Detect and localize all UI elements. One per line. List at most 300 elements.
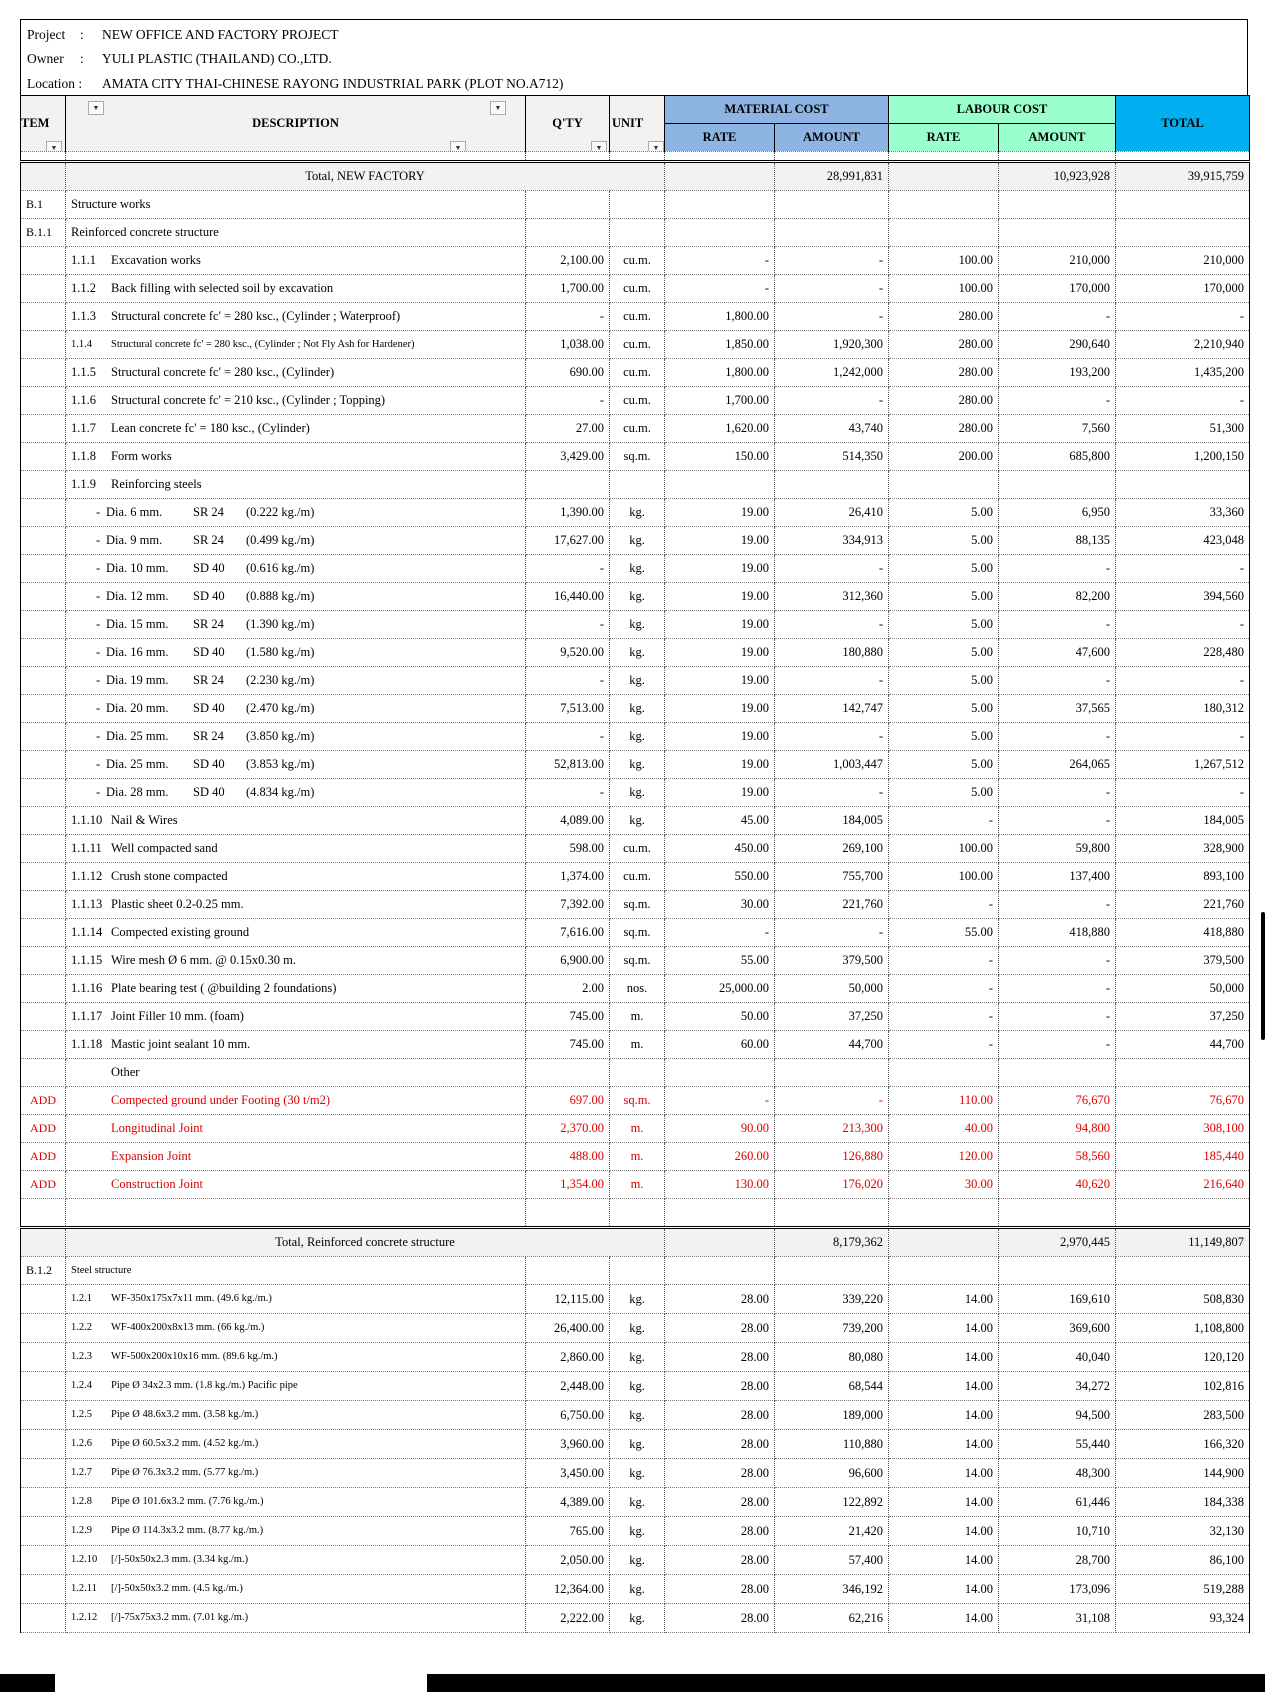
description-cell[interactable] [66, 303, 526, 331]
material-rate-cell[interactable]: 28.00 [665, 1575, 775, 1604]
material-amount-cell[interactable]: - [775, 919, 889, 947]
qty-cell[interactable]: - [526, 667, 610, 695]
description-cell[interactable] [66, 387, 526, 415]
labour-amount-cell[interactable]: 55,440 [999, 1430, 1116, 1459]
material-rate-cell[interactable]: 28.00 [665, 1285, 775, 1314]
unit-cell[interactable]: kg. [610, 1285, 665, 1314]
labour-amount-cell[interactable]: 10,710 [999, 1517, 1116, 1546]
description-cell[interactable] [66, 807, 526, 835]
labour-rate-cell[interactable]: 100.00 [889, 863, 999, 891]
total-cell[interactable]: 166,320 [1116, 1430, 1250, 1459]
description-cell[interactable] [66, 667, 526, 695]
labour-rate-cell[interactable]: 100.00 [889, 275, 999, 303]
material-amount-cell[interactable] [775, 1199, 889, 1228]
item-cell[interactable] [21, 1031, 66, 1059]
description-cell[interactable] [66, 415, 526, 443]
item-cell[interactable] [21, 1199, 66, 1228]
material-rate-cell[interactable]: 1,620.00 [665, 415, 775, 443]
material-rate-cell[interactable]: 90.00 [665, 1115, 775, 1143]
labour-rate-cell[interactable]: 14.00 [889, 1314, 999, 1343]
labour-rate-cell[interactable]: 14.00 [889, 1401, 999, 1430]
material-amount-cell[interactable]: 180,880 [775, 639, 889, 667]
description-cell[interactable] [66, 331, 526, 359]
labour-rate-cell[interactable] [889, 1199, 999, 1228]
labour-rate-cell[interactable]: 5.00 [889, 723, 999, 751]
description-cell[interactable]: Total, NEW FACTORY [66, 162, 665, 191]
unit-cell[interactable]: kg. [610, 499, 665, 527]
unit-cell[interactable]: sq.m. [610, 443, 665, 471]
labour-rate-cell[interactable] [889, 1257, 999, 1285]
labour-amount-cell[interactable]: 58,560 [999, 1143, 1116, 1171]
material-rate-cell[interactable] [665, 1257, 775, 1285]
item-cell[interactable]: B.1 [21, 191, 66, 219]
unit-cell[interactable]: cu.m. [610, 415, 665, 443]
material-rate-cell[interactable]: 130.00 [665, 1171, 775, 1199]
description-cell[interactable] [66, 275, 526, 303]
labour-amount-cell[interactable]: 193,200 [999, 359, 1116, 387]
unit-cell[interactable]: m. [610, 1003, 665, 1031]
description-cell[interactable] [66, 471, 526, 499]
qty-cell[interactable]: - [526, 723, 610, 751]
material-rate-cell[interactable] [665, 219, 775, 247]
total-cell[interactable]: 519,288 [1116, 1575, 1250, 1604]
total-cell[interactable]: - [1116, 555, 1250, 583]
item-cell[interactable] [21, 807, 66, 835]
description-cell[interactable] [66, 1401, 526, 1430]
item-cell[interactable] [21, 891, 66, 919]
labour-rate-cell[interactable]: 14.00 [889, 1372, 999, 1401]
description-cell[interactable] [66, 1199, 526, 1228]
labour-rate-cell[interactable] [889, 219, 999, 247]
item-cell[interactable] [21, 247, 66, 275]
item-cell[interactable] [21, 1488, 66, 1517]
material-rate-cell[interactable]: 28.00 [665, 1430, 775, 1459]
item-cell[interactable] [21, 555, 66, 583]
qty-cell[interactable]: 2,448.00 [526, 1372, 610, 1401]
qty-cell[interactable]: 690.00 [526, 359, 610, 387]
labour-amount-cell[interactable]: - [999, 387, 1116, 415]
description-cell[interactable] [66, 583, 526, 611]
qty-cell[interactable]: 3,960.00 [526, 1430, 610, 1459]
description-cell[interactable] [66, 1488, 526, 1517]
qty-cell[interactable]: 2.00 [526, 975, 610, 1003]
qty-cell[interactable]: 2,370.00 [526, 1115, 610, 1143]
qty-cell[interactable]: 488.00 [526, 1143, 610, 1171]
material-rate-cell[interactable]: 28.00 [665, 1488, 775, 1517]
material-amount-cell[interactable]: - [775, 611, 889, 639]
labour-amount-cell[interactable]: 170,000 [999, 275, 1116, 303]
material-amount-cell[interactable] [775, 219, 889, 247]
material-amount-cell[interactable]: 96,600 [775, 1459, 889, 1488]
description-cell[interactable] [66, 1314, 526, 1343]
labour-rate-cell[interactable]: 200.00 [889, 443, 999, 471]
total-cell[interactable] [1116, 1199, 1250, 1228]
labour-amount-cell[interactable]: 418,880 [999, 919, 1116, 947]
material-rate-cell[interactable]: 60.00 [665, 1031, 775, 1059]
labour-amount-cell[interactable]: 37,565 [999, 695, 1116, 723]
labour-amount-cell[interactable]: 40,040 [999, 1343, 1116, 1372]
labour-rate-cell[interactable]: - [889, 1003, 999, 1031]
unit-cell[interactable]: nos. [610, 975, 665, 1003]
labour-rate-cell[interactable]: 14.00 [889, 1546, 999, 1575]
labour-rate-cell[interactable] [889, 1059, 999, 1087]
total-cell[interactable]: 86,100 [1116, 1546, 1250, 1575]
material-amount-cell[interactable]: 312,360 [775, 583, 889, 611]
total-cell[interactable]: 37,250 [1116, 1003, 1250, 1031]
labour-amount-cell[interactable]: 137,400 [999, 863, 1116, 891]
unit-cell[interactable]: kg. [610, 1343, 665, 1372]
material-rate-cell[interactable] [665, 471, 775, 499]
material-rate-cell[interactable] [665, 1199, 775, 1228]
material-amount-cell[interactable]: 50,000 [775, 975, 889, 1003]
material-rate-cell[interactable] [665, 1228, 775, 1257]
unit-cell[interactable]: kg. [610, 779, 665, 807]
material-rate-cell[interactable]: 19.00 [665, 611, 775, 639]
material-rate-cell[interactable]: 19.00 [665, 639, 775, 667]
item-cell[interactable] [21, 499, 66, 527]
material-rate-cell[interactable]: 19.00 [665, 667, 775, 695]
description-cell[interactable] [66, 1171, 526, 1199]
labour-amount-cell[interactable]: 94,500 [999, 1401, 1116, 1430]
labour-amount-cell[interactable]: 82,200 [999, 583, 1116, 611]
item-cell[interactable] [21, 1546, 66, 1575]
item-cell[interactable] [21, 947, 66, 975]
total-cell[interactable]: 423,048 [1116, 527, 1250, 555]
total-cell[interactable]: - [1116, 611, 1250, 639]
description-cell[interactable] [66, 527, 526, 555]
labour-amount-cell[interactable]: - [999, 303, 1116, 331]
qty-cell[interactable] [526, 1257, 610, 1285]
labour-rate-cell[interactable]: 14.00 [889, 1517, 999, 1546]
qty-cell[interactable]: 7,513.00 [526, 695, 610, 723]
item-cell[interactable] [21, 751, 66, 779]
item-cell[interactable] [21, 919, 66, 947]
description-cell[interactable] [66, 723, 526, 751]
qty-cell[interactable]: 697.00 [526, 1087, 610, 1115]
labour-amount-cell[interactable]: 34,272 [999, 1372, 1116, 1401]
labour-rate-cell[interactable] [889, 1228, 999, 1257]
item-cell[interactable] [21, 1343, 66, 1372]
unit-cell[interactable]: sq.m. [610, 919, 665, 947]
item-cell[interactable] [21, 331, 66, 359]
total-cell[interactable]: 170,000 [1116, 275, 1250, 303]
material-rate-cell[interactable]: - [665, 275, 775, 303]
description-cell[interactable] [66, 1575, 526, 1604]
description-cell[interactable] [66, 975, 526, 1003]
labour-amount-cell[interactable]: 40,620 [999, 1171, 1116, 1199]
labour-amount-cell[interactable]: - [999, 947, 1116, 975]
labour-amount-cell[interactable]: 47,600 [999, 639, 1116, 667]
total-cell[interactable]: 33,360 [1116, 499, 1250, 527]
unit-cell[interactable]: kg. [610, 527, 665, 555]
labour-amount-cell[interactable]: 210,000 [999, 247, 1116, 275]
material-amount-cell[interactable]: 346,192 [775, 1575, 889, 1604]
unit-cell[interactable]: sq.m. [610, 1087, 665, 1115]
material-amount-cell[interactable]: 110,880 [775, 1430, 889, 1459]
labour-amount-cell[interactable] [999, 471, 1116, 499]
item-cell[interactable] [21, 863, 66, 891]
item-cell[interactable] [21, 303, 66, 331]
material-rate-cell[interactable]: 28.00 [665, 1343, 775, 1372]
unit-cell[interactable]: kg. [610, 695, 665, 723]
total-cell[interactable]: - [1116, 667, 1250, 695]
labour-rate-cell[interactable]: 5.00 [889, 583, 999, 611]
qty-cell[interactable]: 4,389.00 [526, 1488, 610, 1517]
material-amount-cell[interactable]: - [775, 555, 889, 583]
labour-amount-cell[interactable] [999, 191, 1116, 219]
total-cell[interactable]: 120,120 [1116, 1343, 1250, 1372]
unit-cell[interactable]: cu.m. [610, 275, 665, 303]
labour-rate-cell[interactable] [889, 471, 999, 499]
material-rate-cell[interactable]: 28.00 [665, 1546, 775, 1575]
material-rate-cell[interactable]: 28.00 [665, 1517, 775, 1546]
total-cell[interactable]: - [1116, 387, 1250, 415]
item-cell[interactable]: B.1.2 [21, 1257, 66, 1285]
total-cell[interactable]: 144,900 [1116, 1459, 1250, 1488]
total-cell[interactable]: 221,760 [1116, 891, 1250, 919]
unit-cell[interactable]: kg. [610, 1517, 665, 1546]
filter-dropdown-icon[interactable]: ▼ [88, 101, 104, 115]
item-cell[interactable] [21, 387, 66, 415]
labour-amount-cell[interactable] [999, 1199, 1116, 1228]
filter-dropdown-icon[interactable]: ▼ [46, 141, 62, 152]
qty-cell[interactable]: 2,100.00 [526, 247, 610, 275]
labour-rate-cell[interactable]: - [889, 1031, 999, 1059]
material-rate-cell[interactable]: 19.00 [665, 499, 775, 527]
unit-cell[interactable] [610, 1257, 665, 1285]
labour-rate-cell[interactable]: 14.00 [889, 1343, 999, 1372]
material-amount-cell[interactable]: 126,880 [775, 1143, 889, 1171]
labour-rate-cell[interactable]: 14.00 [889, 1488, 999, 1517]
material-rate-cell[interactable]: 550.00 [665, 863, 775, 891]
material-rate-cell[interactable] [665, 191, 775, 219]
qty-cell[interactable]: 12,115.00 [526, 1285, 610, 1314]
material-amount-cell[interactable]: - [775, 247, 889, 275]
qty-cell[interactable]: 2,050.00 [526, 1546, 610, 1575]
description-cell[interactable] [66, 1604, 526, 1633]
material-amount-cell[interactable]: - [775, 723, 889, 751]
item-cell[interactable] [21, 443, 66, 471]
total-cell[interactable]: 184,338 [1116, 1488, 1250, 1517]
material-rate-cell[interactable]: 1,700.00 [665, 387, 775, 415]
qty-cell[interactable]: 745.00 [526, 1003, 610, 1031]
labour-amount-cell[interactable] [999, 1059, 1116, 1087]
unit-cell[interactable]: kg. [610, 807, 665, 835]
material-rate-cell[interactable]: 19.00 [665, 779, 775, 807]
material-rate-cell[interactable]: 19.00 [665, 695, 775, 723]
qty-cell[interactable]: 6,900.00 [526, 947, 610, 975]
material-amount-cell[interactable]: - [775, 275, 889, 303]
total-cell[interactable]: 184,005 [1116, 807, 1250, 835]
item-cell[interactable] [21, 527, 66, 555]
qty-cell[interactable]: 7,616.00 [526, 919, 610, 947]
labour-rate-cell[interactable]: 280.00 [889, 303, 999, 331]
labour-rate-cell[interactable]: 280.00 [889, 415, 999, 443]
labour-amount-cell[interactable]: - [999, 723, 1116, 751]
labour-rate-cell[interactable]: 14.00 [889, 1459, 999, 1488]
material-amount-cell[interactable] [775, 471, 889, 499]
item-cell[interactable] [21, 1059, 66, 1087]
total-cell[interactable]: 893,100 [1116, 863, 1250, 891]
labour-rate-cell[interactable]: 14.00 [889, 1430, 999, 1459]
total-cell[interactable] [1116, 471, 1250, 499]
qty-cell[interactable]: 27.00 [526, 415, 610, 443]
material-rate-cell[interactable]: - [665, 1087, 775, 1115]
description-cell[interactable] [66, 1546, 526, 1575]
labour-amount-cell[interactable]: 2,970,445 [999, 1228, 1116, 1257]
material-rate-cell[interactable]: 30.00 [665, 891, 775, 919]
qty-cell[interactable]: 745.00 [526, 1031, 610, 1059]
material-amount-cell[interactable]: 1,003,447 [775, 751, 889, 779]
material-amount-cell[interactable]: 1,920,300 [775, 331, 889, 359]
qty-cell[interactable]: 52,813.00 [526, 751, 610, 779]
filter-dropdown-icon[interactable]: ▼ [490, 101, 506, 115]
item-cell[interactable] [21, 162, 66, 191]
material-amount-cell[interactable]: 68,544 [775, 1372, 889, 1401]
unit-cell[interactable]: kg. [610, 1401, 665, 1430]
labour-amount-cell[interactable]: 290,640 [999, 331, 1116, 359]
labour-amount-cell[interactable]: - [999, 779, 1116, 807]
material-amount-cell[interactable]: 21,420 [775, 1517, 889, 1546]
labour-rate-cell[interactable]: 280.00 [889, 359, 999, 387]
material-rate-cell[interactable]: 55.00 [665, 947, 775, 975]
unit-cell[interactable]: sq.m. [610, 891, 665, 919]
unit-cell[interactable]: m. [610, 1115, 665, 1143]
qty-cell[interactable]: 1,038.00 [526, 331, 610, 359]
material-amount-cell[interactable]: 176,020 [775, 1171, 889, 1199]
material-amount-cell[interactable]: 269,100 [775, 835, 889, 863]
material-amount-cell[interactable]: 334,913 [775, 527, 889, 555]
item-cell[interactable]: ADD [21, 1087, 66, 1115]
qty-cell[interactable]: 765.00 [526, 1517, 610, 1546]
item-cell[interactable] [21, 1003, 66, 1031]
item-cell[interactable] [21, 1228, 66, 1257]
labour-amount-cell[interactable]: 61,446 [999, 1488, 1116, 1517]
qty-cell[interactable]: 4,089.00 [526, 807, 610, 835]
qty-cell[interactable] [526, 1059, 610, 1087]
total-cell[interactable]: 1,267,512 [1116, 751, 1250, 779]
labour-rate-cell[interactable]: 5.00 [889, 611, 999, 639]
labour-rate-cell[interactable]: 14.00 [889, 1285, 999, 1314]
item-cell[interactable]: ADD [21, 1171, 66, 1199]
labour-rate-cell[interactable]: 5.00 [889, 555, 999, 583]
total-cell[interactable]: - [1116, 723, 1250, 751]
unit-cell[interactable]: cu.m. [610, 247, 665, 275]
unit-cell[interactable]: kg. [610, 1546, 665, 1575]
qty-cell[interactable]: 1,390.00 [526, 499, 610, 527]
labour-amount-cell[interactable]: 94,800 [999, 1115, 1116, 1143]
material-amount-cell[interactable]: 26,410 [775, 499, 889, 527]
material-rate-cell[interactable]: 1,800.00 [665, 303, 775, 331]
total-cell[interactable] [1116, 219, 1250, 247]
material-amount-cell[interactable]: 213,300 [775, 1115, 889, 1143]
total-cell[interactable]: 228,480 [1116, 639, 1250, 667]
material-amount-cell[interactable]: 184,005 [775, 807, 889, 835]
material-amount-cell[interactable]: 142,747 [775, 695, 889, 723]
labour-amount-cell[interactable]: - [999, 555, 1116, 583]
material-amount-cell[interactable]: 122,892 [775, 1488, 889, 1517]
item-cell[interactable] [21, 835, 66, 863]
total-cell[interactable]: 283,500 [1116, 1401, 1250, 1430]
description-cell[interactable] [66, 835, 526, 863]
material-rate-cell[interactable] [665, 1059, 775, 1087]
total-cell[interactable]: 180,312 [1116, 695, 1250, 723]
total-cell[interactable]: 32,130 [1116, 1517, 1250, 1546]
unit-cell[interactable]: m. [610, 1171, 665, 1199]
material-amount-cell[interactable]: 57,400 [775, 1546, 889, 1575]
total-cell[interactable]: 508,830 [1116, 1285, 1250, 1314]
unit-cell[interactable]: kg. [610, 667, 665, 695]
unit-cell[interactable]: kg. [610, 611, 665, 639]
material-rate-cell[interactable]: 19.00 [665, 555, 775, 583]
total-cell[interactable]: 76,670 [1116, 1087, 1250, 1115]
labour-amount-cell[interactable]: 48,300 [999, 1459, 1116, 1488]
qty-cell[interactable] [526, 471, 610, 499]
material-amount-cell[interactable]: 80,080 [775, 1343, 889, 1372]
description-cell[interactable] [66, 639, 526, 667]
labour-rate-cell[interactable]: - [889, 891, 999, 919]
material-amount-cell[interactable]: 514,350 [775, 443, 889, 471]
material-amount-cell[interactable]: 755,700 [775, 863, 889, 891]
material-rate-cell[interactable]: 28.00 [665, 1459, 775, 1488]
labour-amount-cell[interactable]: - [999, 891, 1116, 919]
description-cell[interactable] [66, 1285, 526, 1314]
total-cell[interactable]: 1,108,800 [1116, 1314, 1250, 1343]
unit-cell[interactable]: sq.m. [610, 947, 665, 975]
material-rate-cell[interactable]: 260.00 [665, 1143, 775, 1171]
total-cell[interactable] [1116, 1257, 1250, 1285]
item-cell[interactable] [21, 667, 66, 695]
description-cell[interactable] [66, 751, 526, 779]
total-cell[interactable]: 379,500 [1116, 947, 1250, 975]
labour-rate-cell[interactable]: 5.00 [889, 695, 999, 723]
labour-rate-cell[interactable]: 120.00 [889, 1143, 999, 1171]
material-amount-cell[interactable]: 1,242,000 [775, 359, 889, 387]
labour-rate-cell[interactable]: - [889, 975, 999, 1003]
material-amount-cell[interactable]: 28,991,831 [775, 162, 889, 191]
material-amount-cell[interactable]: - [775, 1087, 889, 1115]
qty-cell[interactable]: 1,354.00 [526, 1171, 610, 1199]
labour-amount-cell[interactable]: 59,800 [999, 835, 1116, 863]
qty-cell[interactable]: 2,860.00 [526, 1343, 610, 1372]
labour-rate-cell[interactable]: 100.00 [889, 247, 999, 275]
total-cell[interactable]: 44,700 [1116, 1031, 1250, 1059]
labour-amount-cell[interactable]: - [999, 1031, 1116, 1059]
total-cell[interactable]: 51,300 [1116, 415, 1250, 443]
filter-dropdown-icon[interactable]: ▼ [591, 141, 607, 152]
description-cell[interactable] [66, 1372, 526, 1401]
unit-cell[interactable]: kg. [610, 639, 665, 667]
qty-cell[interactable]: 7,392.00 [526, 891, 610, 919]
description-cell[interactable] [66, 891, 526, 919]
labour-rate-cell[interactable]: 100.00 [889, 835, 999, 863]
qty-cell[interactable]: 3,429.00 [526, 443, 610, 471]
item-cell[interactable] [21, 275, 66, 303]
description-cell[interactable] [66, 919, 526, 947]
labour-amount-cell[interactable]: - [999, 611, 1116, 639]
total-cell[interactable]: 11,149,807 [1116, 1228, 1250, 1257]
unit-cell[interactable]: kg. [610, 1575, 665, 1604]
description-cell[interactable] [66, 1143, 526, 1171]
description-cell[interactable] [66, 359, 526, 387]
labour-amount-cell[interactable]: 173,096 [999, 1575, 1116, 1604]
qty-cell[interactable]: - [526, 387, 610, 415]
qty-cell[interactable]: 2,222.00 [526, 1604, 610, 1633]
material-amount-cell[interactable]: 37,250 [775, 1003, 889, 1031]
qty-cell[interactable]: 16,440.00 [526, 583, 610, 611]
unit-cell[interactable]: cu.m. [610, 387, 665, 415]
material-amount-cell[interactable]: - [775, 667, 889, 695]
